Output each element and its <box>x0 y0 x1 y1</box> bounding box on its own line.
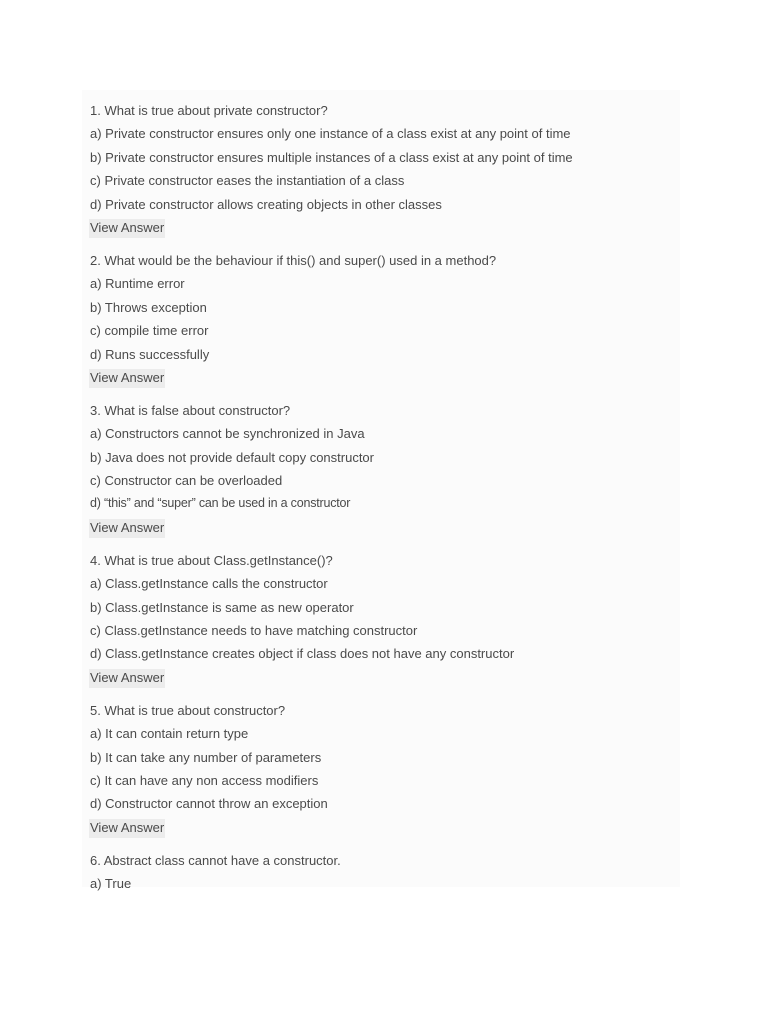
question-block-3 <box>90 399 680 539</box>
view-answer-button[interactable]: View Answer <box>89 819 165 838</box>
option-c: c) Private constructor eases the instantiation of a class <box>90 173 405 189</box>
question-block-6 <box>90 849 680 896</box>
question-block-5 <box>90 699 680 839</box>
option-a: a) Private constructor ensures only one instance of a class exist at any point of time <box>90 126 571 142</box>
question-block-4 <box>90 549 680 689</box>
option-a: a) True <box>90 876 132 892</box>
question-text: 4. What is true about Class.getInstance()? <box>90 552 333 568</box>
answer-row <box>90 516 680 539</box>
option-b: b) Throws exception <box>90 299 207 315</box>
option-c: c) compile time error <box>90 323 209 339</box>
option-c: c) It can have any non access modifiers <box>90 772 319 788</box>
question-block-2 <box>90 249 680 389</box>
question-text: 2. What would be the behaviour if this() and super() used in a method? <box>90 252 497 268</box>
view-answer-button[interactable]: View Answer <box>89 369 165 388</box>
option-a: a) Runtime error <box>90 276 185 292</box>
question-block-1 <box>90 99 680 239</box>
option-d: d) “this” and “super” can be used in a constructor <box>90 496 351 511</box>
view-answer-button[interactable]: View Answer <box>89 669 165 688</box>
option-d: d) Class.getInstance creates object if class does not have any constructor <box>90 646 515 662</box>
quiz-content <box>90 99 680 896</box>
option-a: a) It can contain return type <box>90 726 249 742</box>
option-b: b) Private constructor ensures multiple instances of a class exist at any point of time <box>90 149 573 165</box>
option-a: a) Constructors cannot be synchronized in Java <box>90 426 365 442</box>
option-b: b) Class.getInstance is same as new operator <box>90 599 354 615</box>
question-text: 5. What is true about constructor? <box>90 702 286 718</box>
option-b: b) Java does not provide default copy constructor <box>90 449 374 465</box>
option-b: b) It can take any number of parameters <box>90 749 322 765</box>
option-a: a) Class.getInstance calls the constructor <box>90 576 328 592</box>
question-text: 6. Abstract class cannot have a constructor. <box>90 852 341 868</box>
question-text: 3. What is false about constructor? <box>90 402 291 418</box>
answer-row <box>90 216 680 239</box>
view-answer-button[interactable]: View Answer <box>89 519 165 538</box>
option-c: c) Constructor can be overloaded <box>90 473 283 489</box>
view-answer-button[interactable]: View Answer <box>89 219 165 238</box>
option-c: c) Class.getInstance needs to have matching constructor <box>90 623 418 639</box>
answer-row <box>90 816 680 839</box>
answer-row <box>90 666 680 689</box>
option-d: d) Private constructor allows creating objects in other classes <box>90 196 442 212</box>
option-d: d) Constructor cannot throw an exception <box>90 796 328 812</box>
answer-row <box>90 366 680 389</box>
question-text: 1. What is true about private constructor? <box>90 103 328 118</box>
option-d: d) Runs successfully <box>90 346 210 362</box>
